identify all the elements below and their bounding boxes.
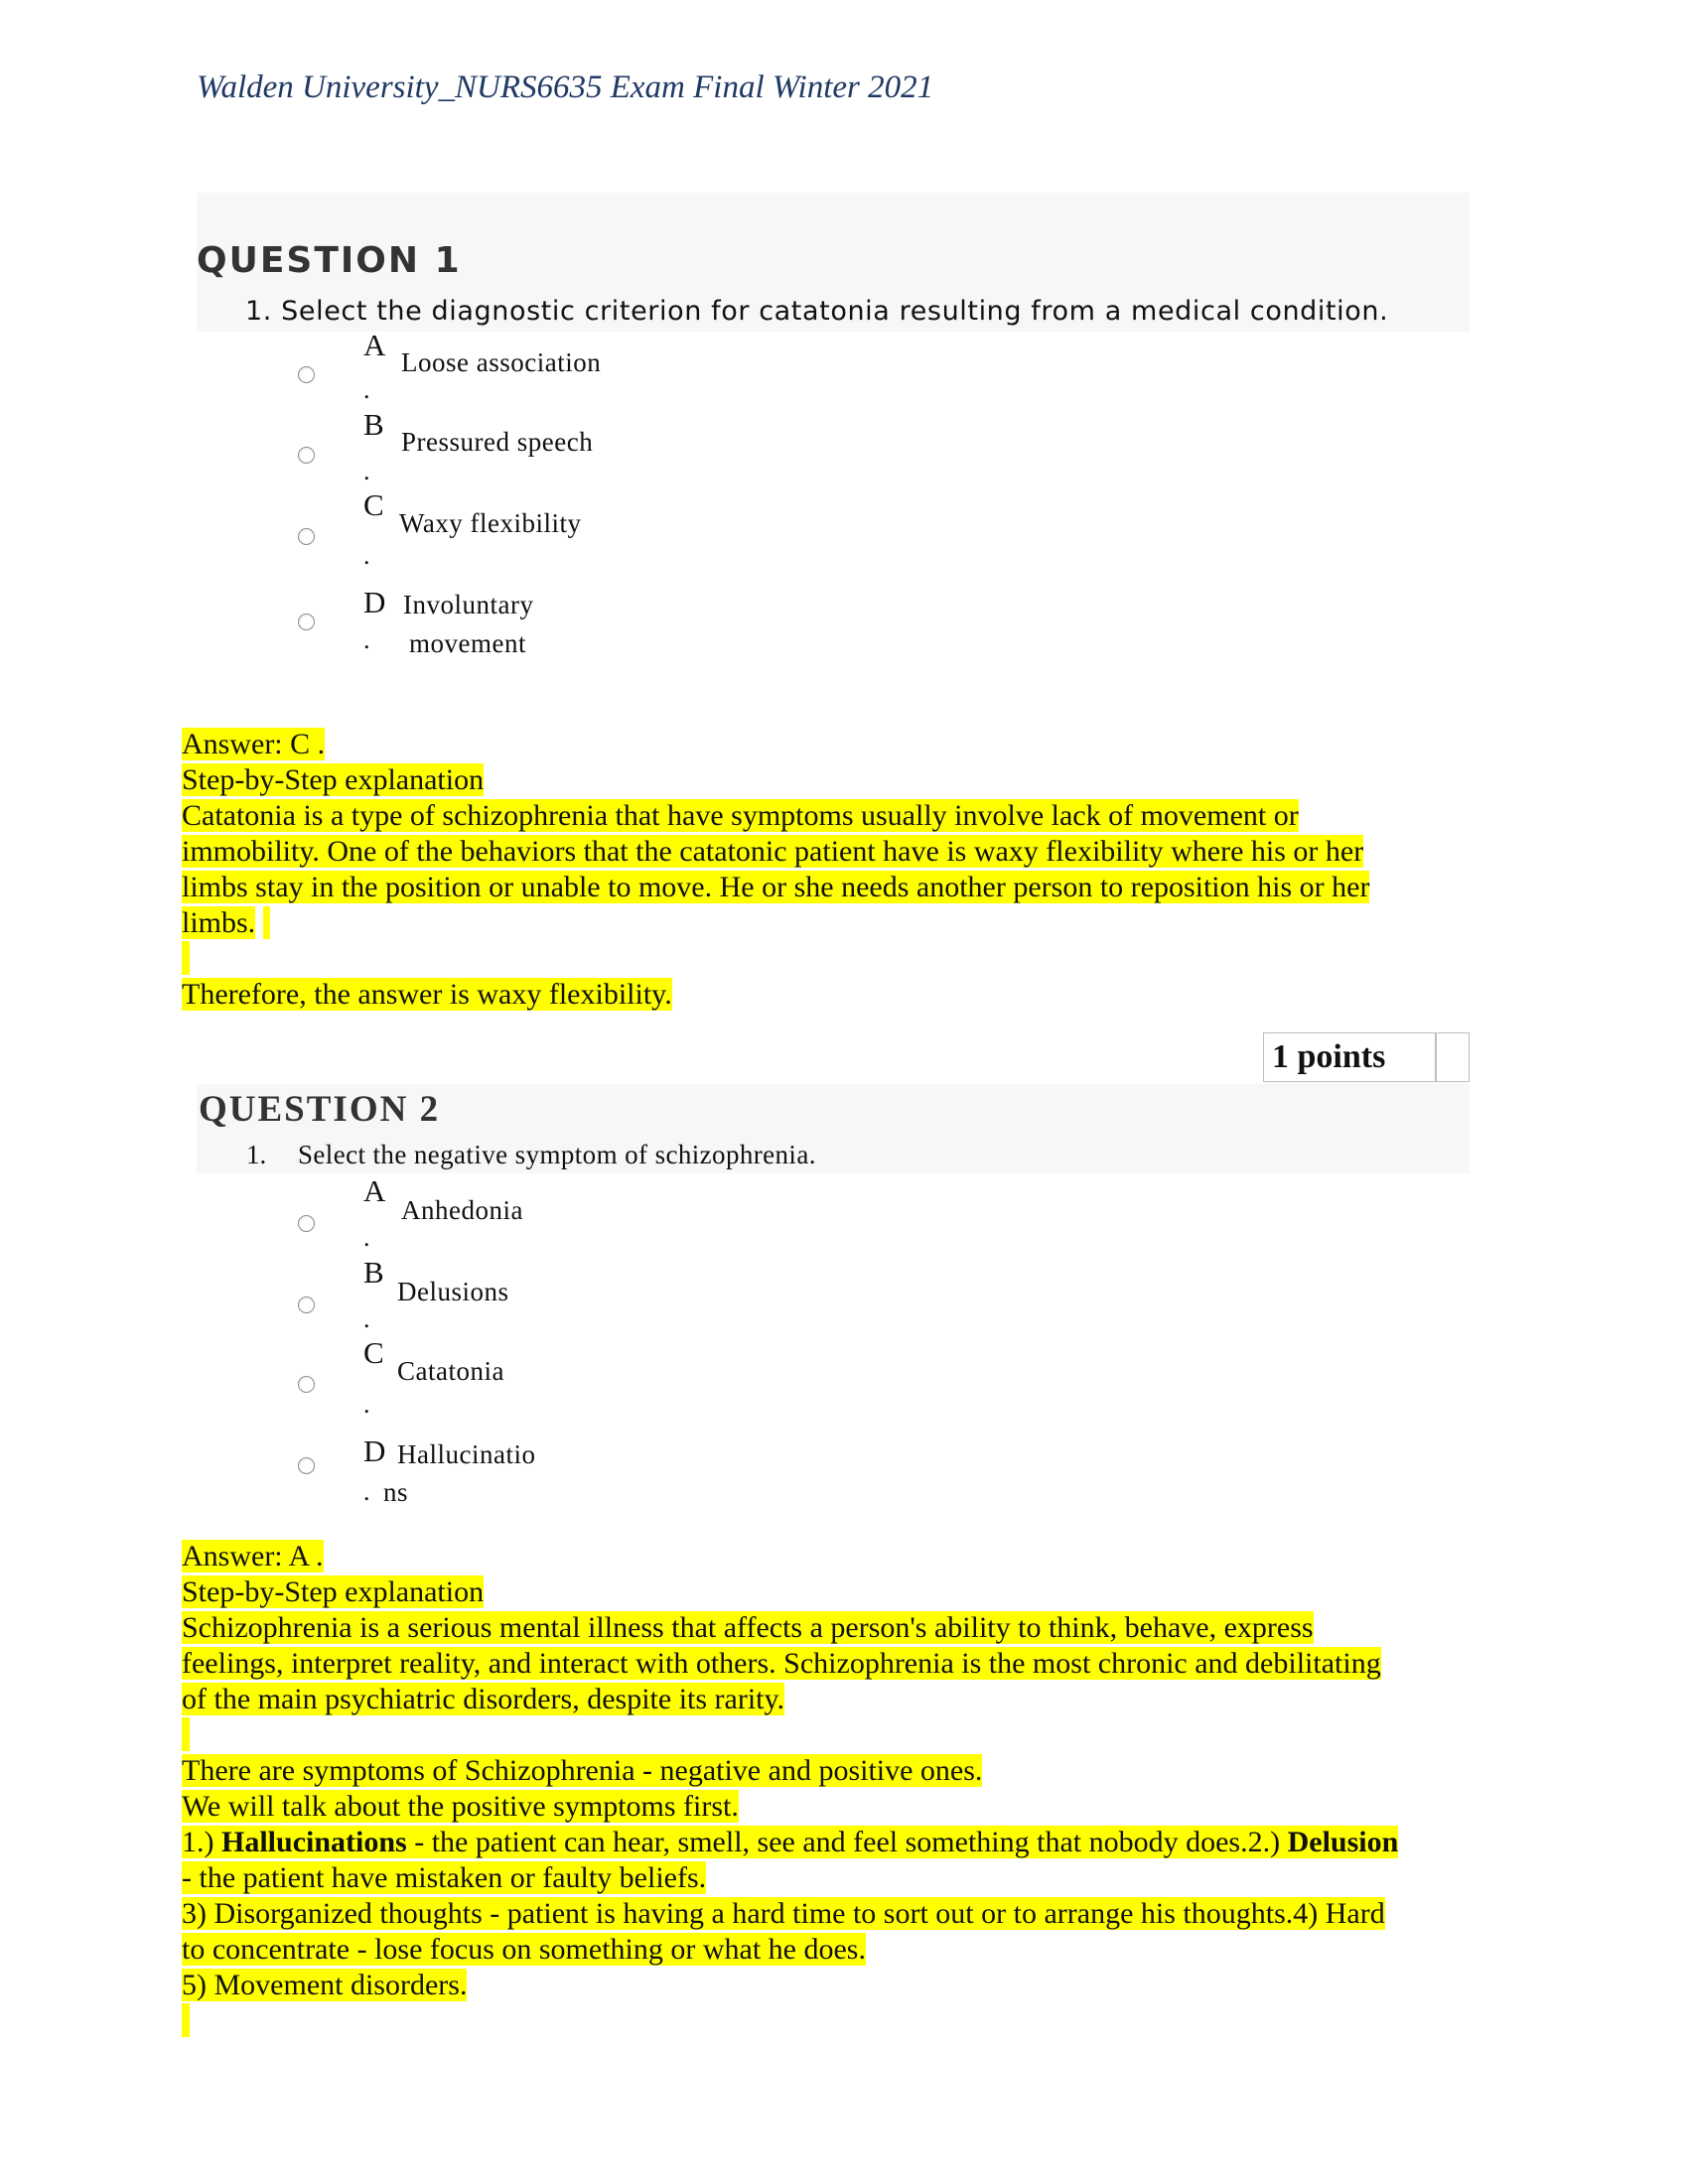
symptom-line-1 <box>182 1825 1398 1860</box>
question-1-step-label: Step-by-Step explanation <box>182 763 485 796</box>
symptoms-intro: There are symptoms of Schizophrenia - negative and positive ones. <box>182 1754 983 1787</box>
symptom-line-3: 3) Disorganized thoughts - patient is having a hard time to sort out or to arrange his thoughts.4) Hard <box>182 1897 1385 1930</box>
option-label: Waxy flexibility <box>399 508 582 538</box>
question-1-explanation-line: immobility. One of the behaviors that the catatonic patient have is waxy flexibility where his or her <box>182 835 1364 868</box>
document-header: Walden University_NURS6635 Exam Final Winter 2021 <box>197 69 934 105</box>
option-dot: . <box>363 1477 370 1506</box>
radio-button[interactable] <box>298 366 315 383</box>
question-2-number: 1. <box>246 1140 267 1169</box>
symptom-line-2: - the patient have mistaken or faulty beliefs. <box>182 1861 707 1894</box>
radio-button[interactable] <box>298 614 315 630</box>
radio-button[interactable] <box>298 1457 315 1474</box>
symptom-1-term: Hallucinations <box>221 1826 407 1858</box>
option-dot: . <box>363 375 370 404</box>
option-letter: B <box>363 407 384 442</box>
option-dot: . <box>363 541 370 570</box>
points-label: 1 points <box>1272 1038 1386 1075</box>
points-box <box>1263 1032 1470 1082</box>
question-2-step-label: Step-by-Step explanation <box>182 1575 485 1608</box>
radio-button[interactable] <box>298 528 315 545</box>
option-label: Catatonia <box>397 1356 504 1386</box>
option-letter: C <box>363 1335 384 1370</box>
option-dot: . <box>363 1304 370 1333</box>
question-1-conclusion: Therefore, the answer is waxy flexibility. <box>182 978 672 1011</box>
question-2-title: QUESTION 2 <box>199 1089 441 1130</box>
option-letter: C <box>363 487 384 522</box>
option-label-cont: movement <box>409 628 526 658</box>
radio-button[interactable] <box>298 447 315 464</box>
option-dot: . <box>363 1223 370 1252</box>
option-letter: A <box>363 328 386 362</box>
question-2-explanation-line: feelings, interpret reality, and interact with others. Schizophrenia is the most chronic and debilitating <box>182 1647 1381 1680</box>
symptom-1-number: 1.) <box>182 1826 214 1858</box>
symptom-1-desc: - the patient can hear, smell, see and feel something that nobody does.2.) <box>406 1826 1288 1858</box>
option-dot: . <box>363 1390 370 1419</box>
question-2-explanation-line: Schizophrenia is a serious mental illness that affects a person's ability to think, behave, express <box>182 1611 1314 1644</box>
highlight-gap <box>182 941 190 975</box>
option-dot: . <box>363 625 370 654</box>
positive-symptoms-first: We will talk about the positive symptoms first. <box>182 1790 739 1823</box>
question-1-explanation-line: limbs. <box>182 905 270 941</box>
option-dot: . <box>363 457 370 485</box>
question-1-answer: Answer: C . <box>182 728 326 760</box>
question-1-explanation-line: limbs stay in the position or unable to move. He or she needs another person to reposition his or her <box>182 871 1370 903</box>
symptom-line-5: 5) Movement disorders. <box>182 1969 468 2001</box>
question-1-text: 1. Select the diagnostic criterion for catatonia resulting from a medical condition. <box>245 296 1389 327</box>
option-label: Anhedonia <box>401 1195 523 1225</box>
option-letter: D <box>363 585 386 619</box>
symptom-line-4: to concentrate - lose focus on something or what he does. <box>182 1933 866 1966</box>
option-label: Pressured speech <box>401 427 594 457</box>
question-1-title: QUESTION 1 <box>197 240 462 281</box>
option-label: Involuntary <box>403 590 534 619</box>
question-2-explanation-line: of the main psychiatric disorders, despite its rarity. <box>182 1683 785 1715</box>
option-letter: A <box>363 1173 386 1208</box>
highlight-gap <box>182 1717 190 1751</box>
question-2-answer: Answer: A . <box>182 1540 324 1572</box>
symptom-2-term: Delusion <box>1287 1826 1399 1858</box>
radio-button[interactable] <box>298 1297 315 1313</box>
option-letter: B <box>363 1255 384 1290</box>
option-letter: D <box>363 1433 386 1468</box>
points-divider <box>1435 1033 1437 1081</box>
radio-button[interactable] <box>298 1376 315 1393</box>
question-2-text: Select the negative symptom of schizophrenia. <box>298 1140 816 1169</box>
option-label: Loose association <box>401 347 602 377</box>
question-1-explanation-line: Catatonia is a type of schizophrenia that have symptoms usually involve lack of movement or <box>182 799 1299 832</box>
option-label: Delusions <box>397 1277 509 1306</box>
option-label-cont: ns <box>383 1477 409 1507</box>
radio-button[interactable] <box>298 1215 315 1232</box>
highlight-gap <box>182 2003 190 2037</box>
option-label: Hallucinatio <box>397 1439 536 1469</box>
